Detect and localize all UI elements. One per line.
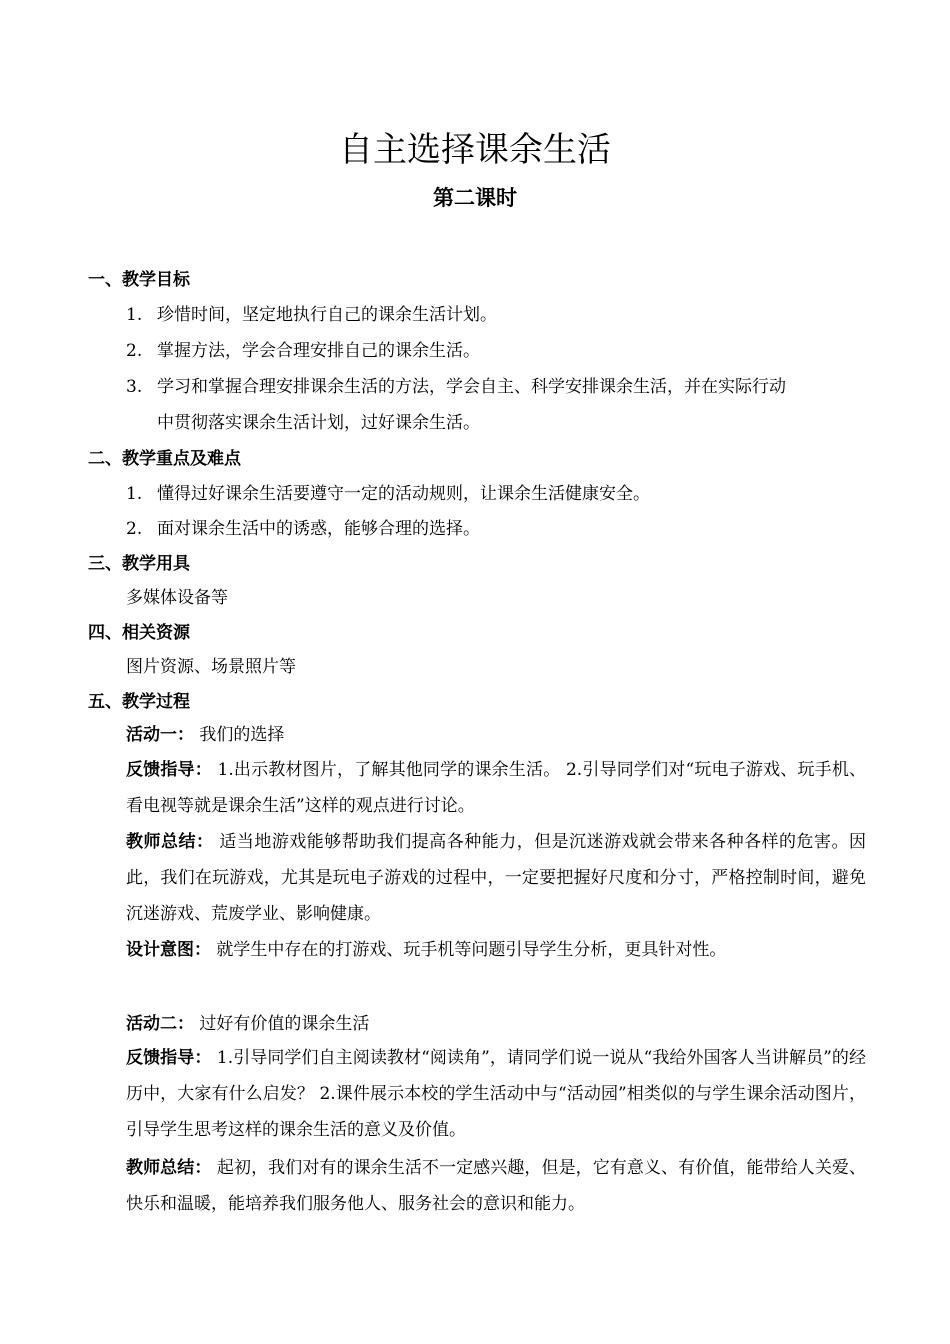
summary-label: 教师总结： bbox=[126, 832, 214, 852]
list-number: 1. bbox=[126, 484, 143, 504]
intent-text: 就学生中存在的打游戏、玩手机等问题引导学生分析，更具针对性。 bbox=[216, 940, 727, 960]
section-heading-process: 五、教学过程 bbox=[88, 692, 190, 712]
feedback-text: 1.引导同学们自主阅读教材“阅读角”，请同学们说一说从“我给外国客人当讲解员”的经历中，大家有什么启发？ 2.课件展示本校的学生活动中与“活动园”相类似的与学生课余活动图片，引导学生思考这样的课余生活的意义及价值。 bbox=[126, 1048, 867, 1140]
list-number: 2. bbox=[126, 341, 143, 361]
feedback-label: 反馈指导： bbox=[126, 1048, 212, 1068]
list-item: 珍惜时间，坚定地执行自己的课余生活计划。 bbox=[157, 305, 497, 325]
summary-text: 起初，我们对有的课余生活不一定感兴趣，但是，它有意义、有价值，能带给人关爱、快乐和温暖，能培养我们服务他人、服务社会的意识和能力。 bbox=[126, 1158, 867, 1214]
activity-two bbox=[126, 1012, 369, 1036]
activity-two-summary bbox=[126, 1150, 866, 1222]
activity-title: 我们的选择 bbox=[199, 725, 285, 745]
summary-text: 适当地游戏能够帮助我们提高各种能力，但是沉迷游戏就会带来各种各样的危害。因此，我们在玩游戏，尤其是玩电子游戏的过程中，一定要把握好尺度和分寸，严格控制时间，避免沉迷游戏、荒废学业、影响健康。 bbox=[126, 832, 867, 924]
activity-title: 过好有价值的课余生活 bbox=[199, 1014, 370, 1034]
section-heading-objectives: 一、教学目标 bbox=[88, 270, 190, 290]
document-subtitle: 第二课时 bbox=[433, 186, 517, 210]
activity-one-feedback bbox=[126, 752, 866, 824]
list-item: 掌握方法，学会合理安排自己的课余生活。 bbox=[157, 341, 480, 361]
activity-two-feedback bbox=[126, 1040, 866, 1148]
section-text: 多媒体设备等 bbox=[126, 588, 228, 608]
list-number: 3. bbox=[126, 377, 143, 397]
section-heading-tools: 三、教学用具 bbox=[88, 554, 190, 574]
intent-label: 设计意图： bbox=[126, 940, 211, 960]
list-item: 懂得过好课余生活要遵守一定的活动规则，让课余生活健康安全。 bbox=[157, 484, 650, 504]
section-heading-resources: 四、相关资源 bbox=[88, 623, 190, 643]
activity-label: 活动一： bbox=[126, 725, 194, 745]
activity-one-intent bbox=[126, 932, 866, 968]
activity-label: 活动二： bbox=[126, 1014, 194, 1034]
activity-one bbox=[126, 723, 284, 747]
list-item-continuation: 中贯彻落实课余生活计划，过好课余生活。 bbox=[157, 413, 480, 433]
list-item: 面对课余生活中的诱惑，能够合理的选择。 bbox=[157, 519, 480, 539]
list-number: 2. bbox=[126, 519, 143, 539]
feedback-label: 反馈指导： bbox=[126, 760, 212, 780]
list-item: 学习和掌握合理安排课余生活的方法，学会自主、科学安排课余生活，并在实际行动 bbox=[157, 377, 786, 397]
section-text: 图片资源、场景照片等 bbox=[126, 657, 296, 677]
summary-label: 教师总结： bbox=[126, 1158, 212, 1178]
activity-one-summary bbox=[126, 824, 866, 932]
document-title: 自主选择课余生活 bbox=[339, 130, 611, 170]
feedback-text: 1.出示教材图片，了解其他同学的课余生活。 2.引导同学们对“玩电子游戏、玩手机、看电视等就是课余生活”这样的观点进行讨论。 bbox=[126, 760, 866, 816]
list-number: 1. bbox=[126, 305, 143, 325]
section-heading-key-points: 二、教学重点及难点 bbox=[88, 449, 241, 469]
